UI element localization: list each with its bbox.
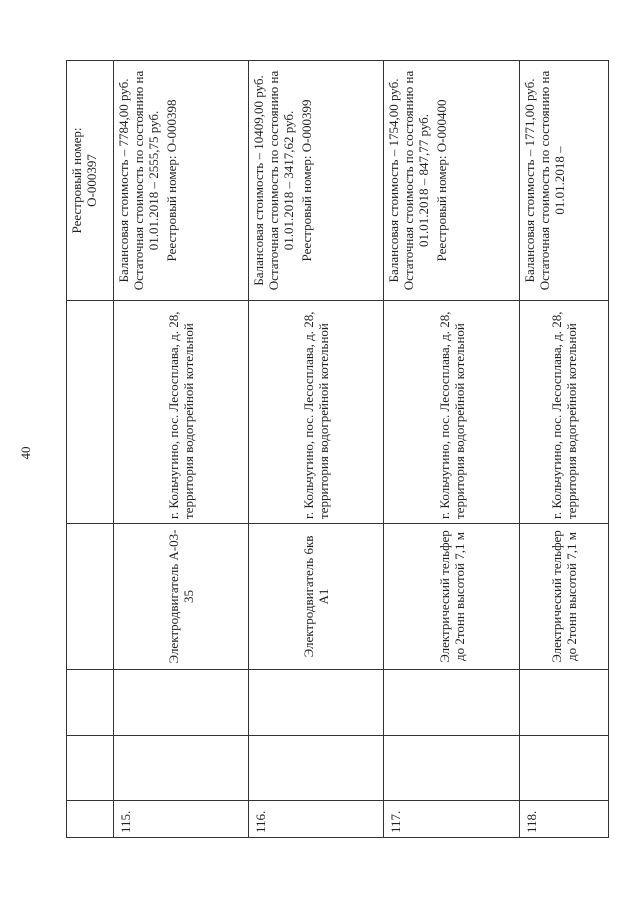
residual-value: Остаточная стоимость по состоянию на 01.01.2018 – 3417,62 руб. — [266, 70, 296, 291]
balance-value: Балансовая стоимость – 10409,00 руб. — [251, 75, 266, 286]
registry-number-label: Реестровый номер: — [69, 127, 84, 234]
cell-value-info — [114, 61, 249, 301]
registry-number: Реестровый номер: О-000398 — [164, 99, 179, 262]
table-row — [520, 61, 609, 838]
cell-empty — [114, 670, 249, 736]
cell-name: Электродвигатель А-03-35 — [114, 524, 249, 670]
table-row — [384, 61, 520, 838]
table-row — [249, 61, 384, 838]
cell-empty — [249, 670, 384, 736]
cell-number: 117. — [384, 801, 520, 838]
cell-number: 115. — [114, 801, 249, 838]
cell-empty — [67, 670, 114, 736]
cell-empty — [249, 736, 384, 801]
cell-address — [67, 301, 114, 524]
page-number: 40 — [18, 446, 33, 460]
registry-number-value: О-000397 — [84, 154, 99, 207]
cell-empty — [384, 736, 520, 801]
cell-empty — [384, 670, 520, 736]
cell-address: г. Кольчугино, пос. Лесосплава, д. 28, территория водогрейной котельной — [249, 301, 384, 524]
registry-number: Реестровый номер: О-000400 — [434, 99, 449, 262]
property-register-table — [66, 60, 579, 838]
cell-empty — [67, 736, 114, 801]
residual-value: Остаточная стоимость по состоянию на 01.01.2018 – 2555,75 руб. — [131, 70, 161, 291]
table-row — [114, 61, 249, 838]
balance-value: Балансовая стоимость – 1754,00 руб. — [386, 78, 401, 283]
cell-empty — [520, 670, 609, 736]
cell-empty — [114, 736, 249, 801]
cell-name: Электрический тельфер до 2тонн высотой 7,1 м — [520, 524, 609, 670]
cell-number — [67, 801, 114, 838]
cell-address: г. Кольчугино, пос. Лесосплава, д. 28, территория водогрейной котельной — [384, 301, 520, 524]
cell-value-info — [249, 61, 384, 301]
registry-number: Реестровый номер: О-000399 — [299, 99, 314, 262]
cell-name: Электрический тельфер до 2тонн высотой 7,1 м — [384, 524, 520, 670]
cell-number: 118. — [520, 801, 609, 838]
property-table — [66, 60, 609, 838]
residual-value: Остаточная стоимость по состоянию на 01.01.2018 – — [537, 70, 567, 291]
balance-value: Балансовая стоимость – 1771,00 руб. — [522, 78, 537, 283]
balance-value: Балансовая стоимость – 7784,00 руб. — [116, 78, 131, 283]
cell-number: 116. — [249, 801, 384, 838]
cell-value-info — [520, 61, 609, 301]
table-row — [67, 61, 114, 838]
cell-name — [67, 524, 114, 670]
cell-name: Электродвигатель 6кв А1 — [249, 524, 384, 670]
cell-address: г. Кольчугино, пос. Лесосплава, д. 28, территория водогрейной котельной — [520, 301, 609, 524]
cell-value-info — [67, 61, 114, 301]
cell-value-info — [384, 61, 520, 301]
cell-empty — [520, 736, 609, 801]
cell-address: г. Кольчугино, пос. Лесосплава, д. 28, территория водогрейной котельной — [114, 301, 249, 524]
residual-value: Остаточная стоимость по состоянию на 01.01.2018 – 847,77 руб. — [401, 70, 431, 291]
